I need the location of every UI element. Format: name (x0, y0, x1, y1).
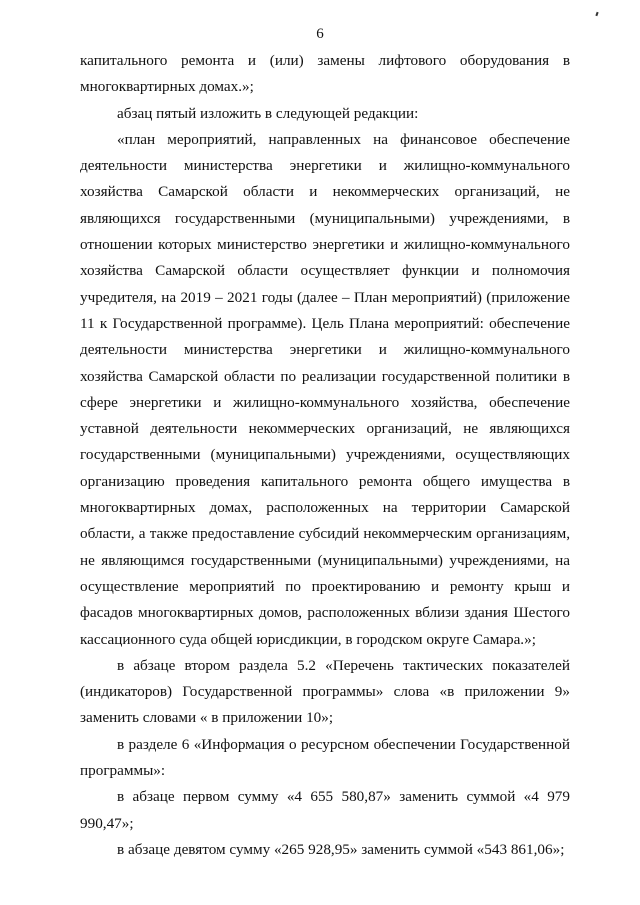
paragraph-plan-meropriyatiy: «план мероприятий, направленных на финансовое обеспечение деятельности министерства энергетики и жилищно-коммунального хозяйства Самарской области и некоммерческих организаций, не являющихся государственными (муниципальными) учреждениями, в отношении которых министерство энергетики и жилищно-коммунального хозяйства Самарской области осуществляет функции и полномочия учредителя, на 2019 – 2021 годы (далее – План мероприятий) (приложение 11 к Государственной программе). Цель Плана мероприятий: обеспечение деятельности министерства энергетики и жилищно-коммунального хозяйства Самарской области по реализации государственной политики в сфере энергетики и жилищно-коммунального хозяйства, обеспечение уставной деятельности некоммерческих организаций, не являющихся государственными (муниципальными) учреждениями, осуществляющих организацию проведения капитального ремонта общего имущества в многоквартирных домах, расположенных на территории Самарской области, а также предоставление субсидий некоммерческим организациям, не являющимся государственными (муниципальными) учреждениями, на осуществление мероприятий по проектированию и ремонту крыш и фасадов многоквартирных домов, расположенных вблизи здания Шестого кассационного суда общей юрисдикции, в городском округе Самара.»; (80, 130, 570, 648)
paragraph-continuation: капитального ремонта и (или) замены лифтового оборудования в многоквартирных домах.»; (80, 52, 570, 96)
paragraph-abzac-1-sum: в абзаце первом сумму «4 655 580,87» заменить суммой «4 979 990,47»; (80, 788, 570, 832)
document-body (80, 48, 570, 863)
paragraph-instruction-abzac-5: абзац пятый изложить в следующей редакции: (117, 104, 419, 122)
paragraph-abzac-9-sum: в абзаце девятом сумму «265 928,95» заменить суммой «543 861,06»; (117, 840, 565, 858)
page-number: 6 (316, 26, 324, 42)
paragraph-section-6: в разделе 6 «Информация о ресурсном обеспечении Государственной программы»: (80, 735, 570, 780)
scan-speck (595, 12, 598, 16)
paragraph-section-5-2: в абзаце втором раздела 5.2 «Перечень тактических показателей (индикаторов) Государственной программы» слова «в приложении 9» заменить словами « в приложении 10»; (80, 656, 570, 727)
